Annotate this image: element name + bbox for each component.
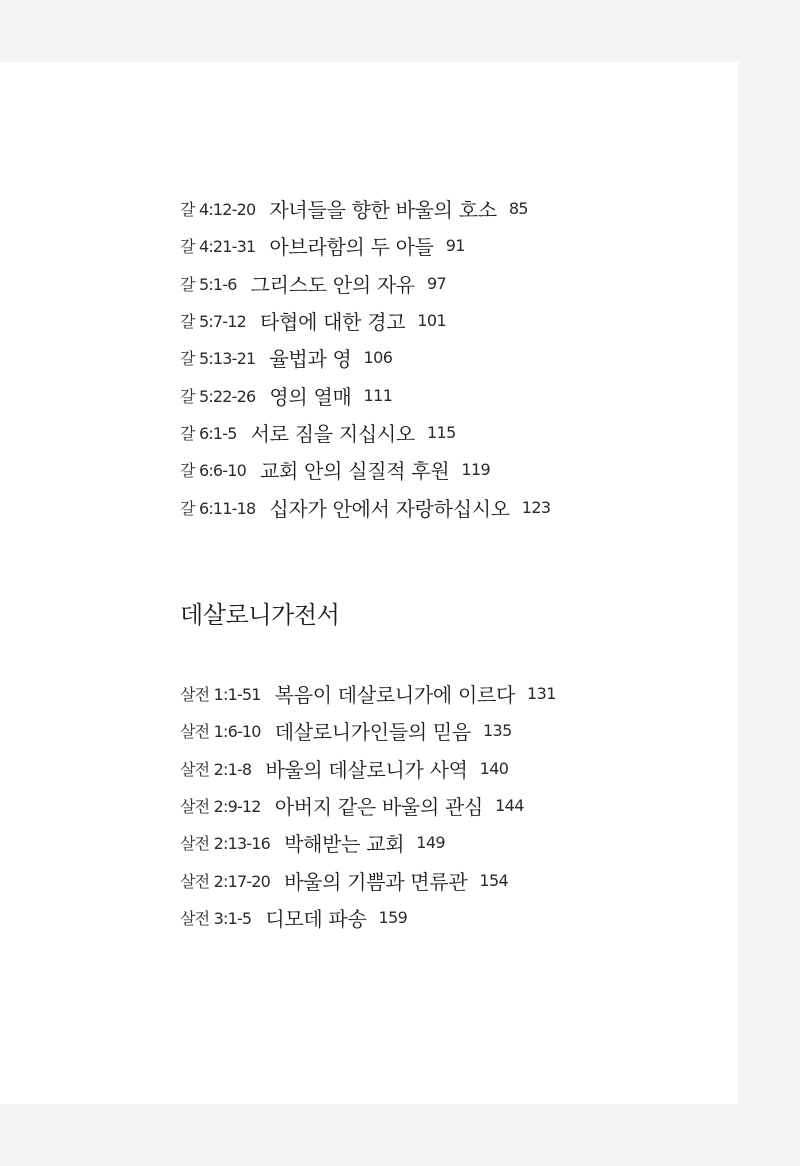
section-heading: 데살로니가전서 xyxy=(180,601,340,629)
toc-entry-page-number: 149 xyxy=(416,833,445,853)
toc-entry-page-number: 140 xyxy=(479,758,509,778)
toc-entry-title: 서로 짐을 지십시오 xyxy=(250,421,415,446)
toc-entry-reference: 갈 5:1-6 xyxy=(180,274,237,294)
toc-entry-page-number: 106 xyxy=(363,348,393,368)
toc-entry-reference: 갈 6:6-10 xyxy=(180,461,247,481)
toc-entry-title: 자녀들을 향한 바울의 호소 xyxy=(269,198,497,223)
toc-entry-page-number: 91 xyxy=(445,236,465,256)
toc-entry-title: 아브라함의 두 아들 xyxy=(269,235,434,260)
toc-entry[interactable] xyxy=(180,824,556,861)
toc-thessalonians-list xyxy=(180,675,556,936)
toc-entry[interactable] xyxy=(180,414,551,451)
toc-entry-page-number: 154 xyxy=(479,870,509,890)
toc-entry[interactable] xyxy=(180,787,556,824)
toc-entry-title: 바울의 기쁨과 면류관 xyxy=(284,869,468,894)
toc-entry-reference: 살전 3:1-5 xyxy=(180,908,252,928)
toc-entry[interactable] xyxy=(180,750,556,787)
toc-entry-title: 십자가 안에서 자랑하십시오 xyxy=(269,496,510,521)
toc-entry-page-number: 85 xyxy=(508,199,528,219)
toc-entry-title: 교회 안의 실질적 후원 xyxy=(260,459,450,484)
toc-entry-title: 영의 열매 xyxy=(269,384,352,409)
toc-entry-reference: 살전 1:6-10 xyxy=(180,722,261,742)
toc-entry-title: 디모데 파송 xyxy=(265,906,367,931)
toc-entry[interactable] xyxy=(180,899,556,936)
toc-entry-title: 율법과 영 xyxy=(269,347,352,372)
toc-entry-reference: 갈 5:7-12 xyxy=(180,312,247,332)
toc-entry-page-number: 115 xyxy=(426,422,456,442)
toc-entry-title: 박해받는 교회 xyxy=(284,832,405,857)
toc-entry-reference: 살전 2:9-12 xyxy=(180,797,261,817)
toc-entry[interactable] xyxy=(180,861,556,898)
toc-entry[interactable] xyxy=(180,675,556,712)
toc-entry[interactable] xyxy=(180,265,551,302)
toc-entry-title: 타협에 대한 경고 xyxy=(260,310,406,335)
toc-entry[interactable] xyxy=(180,488,551,525)
toc-entry[interactable] xyxy=(180,190,551,227)
toc-entry-page-number: 111 xyxy=(363,385,393,405)
toc-entry-page-number: 119 xyxy=(461,460,491,480)
toc-entry-title: 바울의 데살로니가 사역 xyxy=(265,757,468,782)
toc-entry-reference: 살전 2:17-20 xyxy=(180,871,271,891)
toc-entry-page-number: 101 xyxy=(417,311,447,331)
toc-entry-page-number: 135 xyxy=(482,721,512,741)
toc-entry-page-number: 131 xyxy=(527,684,556,704)
toc-entry-reference: 갈 4:12-20 xyxy=(180,200,256,220)
toc-entry[interactable] xyxy=(180,376,551,413)
toc-entry-reference: 갈 5:13-21 xyxy=(180,349,256,369)
toc-entry-reference: 살전 1:1-51 xyxy=(180,685,261,705)
toc-entry-page-number: 144 xyxy=(495,796,524,816)
toc-entry[interactable] xyxy=(180,339,551,376)
toc-galatians-list xyxy=(180,190,551,526)
toc-entry-reference: 갈 6:1-5 xyxy=(180,423,237,443)
toc-entry[interactable] xyxy=(180,712,556,749)
toc-entry[interactable] xyxy=(180,302,551,339)
toc-entry-page-number: 123 xyxy=(521,497,551,517)
toc-entry-title: 데살로니가인들의 믿음 xyxy=(274,720,471,745)
toc-entry-reference: 갈 5:22-26 xyxy=(180,386,256,406)
toc-entry[interactable] xyxy=(180,227,551,264)
toc-entry-title: 그리스도 안의 자유 xyxy=(250,272,415,297)
toc-entry-reference: 갈 4:21-31 xyxy=(180,237,256,257)
toc-entry-page-number: 159 xyxy=(378,907,408,927)
toc-entry-title: 아버지 같은 바울의 관심 xyxy=(274,795,484,820)
toc-entry-reference: 갈 6:11-18 xyxy=(180,498,256,518)
toc-entry-reference: 살전 2:1-8 xyxy=(180,759,252,779)
toc-entry-page-number: 97 xyxy=(426,273,447,293)
toc-entry[interactable] xyxy=(180,451,551,488)
toc-entry-title: 복음이 데살로니가에 이르다 xyxy=(274,683,516,708)
toc-entry-reference: 살전 2:13-16 xyxy=(180,834,271,854)
